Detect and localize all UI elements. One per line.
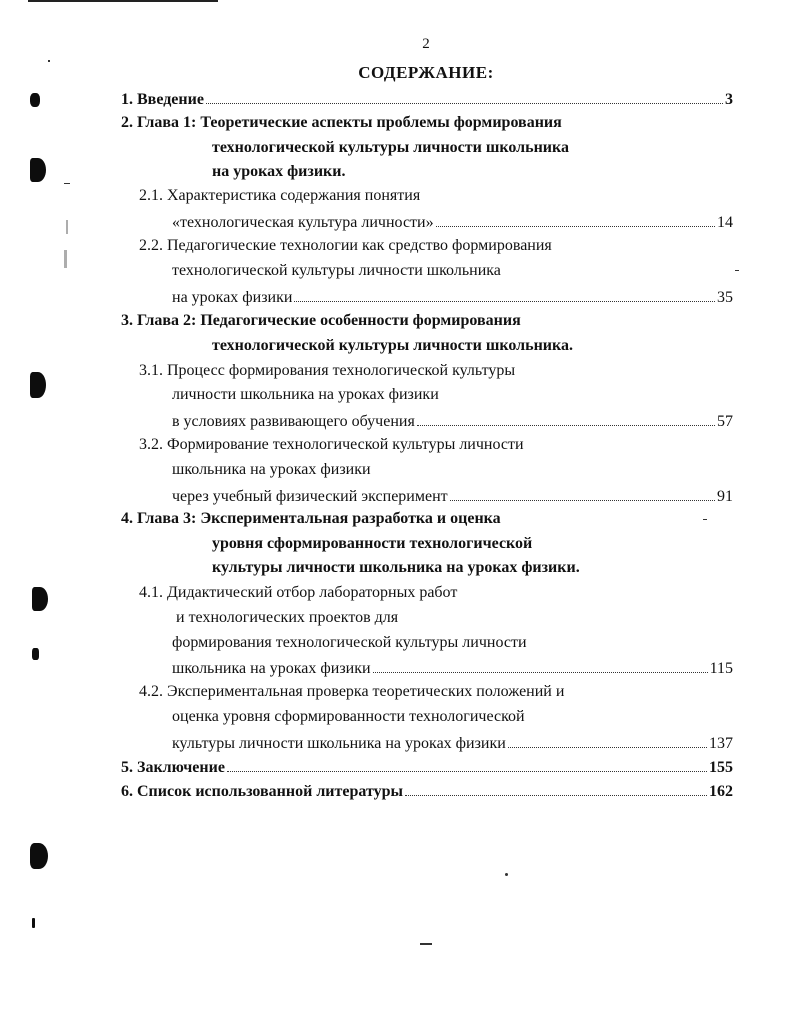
toc-entry-label: 5. Заключение (121, 759, 225, 776)
toc-section-3-2[interactable]: 3.2. Формирование технологической культуры личности (139, 436, 524, 453)
toc-page-number: 35 (717, 289, 733, 306)
toc-section-3-2[interactable]: школьника на уроках физики (172, 461, 371, 478)
dot-leader (436, 210, 715, 227)
toc-entry-label: «технологическая культура личности» (172, 214, 434, 231)
toc-chapter-3[interactable]: культуры личности школьника на уроках физики. (212, 559, 580, 576)
dot-leader (206, 87, 723, 104)
dot-leader (417, 409, 715, 426)
toc-section-2-1[interactable] (172, 210, 733, 232)
scan-speck (48, 60, 50, 62)
toc-section-4-2[interactable]: оценка уровня сформированности технологической (172, 708, 525, 725)
toc-section-2-1[interactable]: 2.1. Характеристика содержания понятия (139, 187, 421, 204)
toc-section-4-1[interactable] (172, 656, 733, 678)
toc-entry-label: в условиях развивающего обучения (172, 413, 415, 430)
toc-section-4-1[interactable]: и технологических проектов для (176, 609, 399, 626)
punch-hole-mark (30, 158, 46, 182)
toc-chapter-1[interactable]: технологической культуры личности школьника (212, 139, 569, 156)
toc-section-3-1[interactable]: личности школьника на уроках физики (172, 386, 439, 403)
scan-speck (420, 943, 432, 945)
toc-entry-label: школьника на уроках физики (172, 660, 371, 677)
toc-page-number: 115 (709, 660, 733, 677)
scan-speck (703, 519, 707, 520)
toc-entry-label: через учебный физический эксперимент (172, 488, 448, 505)
toc-page-number: 91 (717, 488, 733, 505)
toc-section-4-2[interactable] (172, 731, 733, 753)
scan-edge-line (28, 0, 218, 2)
punch-hole-mark (32, 587, 48, 611)
dot-leader (373, 656, 708, 673)
scan-speck (64, 183, 70, 184)
toc-section-3-2[interactable] (172, 484, 733, 506)
toc-section-2-2[interactable]: технологической культуры личности школьника (172, 262, 501, 279)
scan-speck (735, 270, 739, 271)
toc-entry-references[interactable] (121, 779, 733, 801)
toc-page-number: 14 (717, 214, 733, 231)
page-title: СОДЕРЖАНИЕ: (358, 63, 494, 82)
toc-chapter-1[interactable]: 2. Глава 1: Теоретические аспекты проблемы формирования (121, 114, 562, 131)
punch-hole-mark (30, 93, 40, 107)
toc-chapter-3[interactable]: 4. Глава 3: Экспериментальная разработка и оценка (121, 510, 501, 527)
toc-page-number: 162 (709, 783, 733, 800)
toc-page-number: 57 (717, 413, 733, 430)
toc-entry-label: 6. Список использованной литературы (121, 783, 403, 800)
toc-chapter-2[interactable]: 3. Глава 2: Педагогические особенности формирования (121, 312, 521, 329)
toc-entry-label: на уроках физики (172, 289, 293, 306)
toc-entry-label: культуры личности школьника на уроках физики (172, 735, 506, 752)
punch-hole-mark (30, 843, 48, 869)
scan-speck (64, 250, 67, 268)
toc-section-3-1[interactable]: 3.1. Процесс формирования технологической культуры (139, 362, 516, 379)
punch-hole-mark (32, 648, 39, 660)
toc-entry-intro[interactable] (121, 87, 733, 109)
dot-leader (450, 484, 715, 501)
toc-section-3-1[interactable] (172, 409, 733, 431)
dot-leader (294, 285, 715, 302)
dot-leader (405, 779, 707, 796)
toc-page-number: 3 (725, 91, 733, 108)
toc-section-2-2[interactable] (172, 285, 733, 307)
dot-leader (508, 731, 707, 748)
toc-chapter-2[interactable]: технологической культуры личности школьника. (212, 337, 573, 354)
toc-section-2-2[interactable]: 2.2. Педагогические технологии как средство формирования (139, 237, 552, 254)
toc-section-4-1[interactable]: 4.1. Дидактический отбор лабораторных работ (139, 584, 458, 601)
toc-chapter-3[interactable]: уровня сформированности технологической (212, 535, 533, 552)
page-number: 2 (422, 36, 430, 52)
dot-leader (227, 755, 707, 772)
toc-page-number: 155 (709, 759, 733, 776)
toc-entry-conclusion[interactable] (121, 755, 733, 777)
punch-hole-mark (30, 372, 46, 398)
toc-page-number: 137 (709, 735, 733, 752)
punch-hole-mark (32, 918, 35, 928)
toc-entry-label: 1. Введение (121, 91, 204, 108)
toc-chapter-1[interactable]: на уроках физики. (212, 163, 346, 180)
toc-section-4-2[interactable]: 4.2. Экспериментальная проверка теоретических положений и (139, 683, 565, 700)
scan-speck (505, 873, 508, 876)
scan-speck (66, 220, 68, 234)
toc-section-4-1[interactable]: формирования технологической культуры личности (172, 634, 527, 651)
